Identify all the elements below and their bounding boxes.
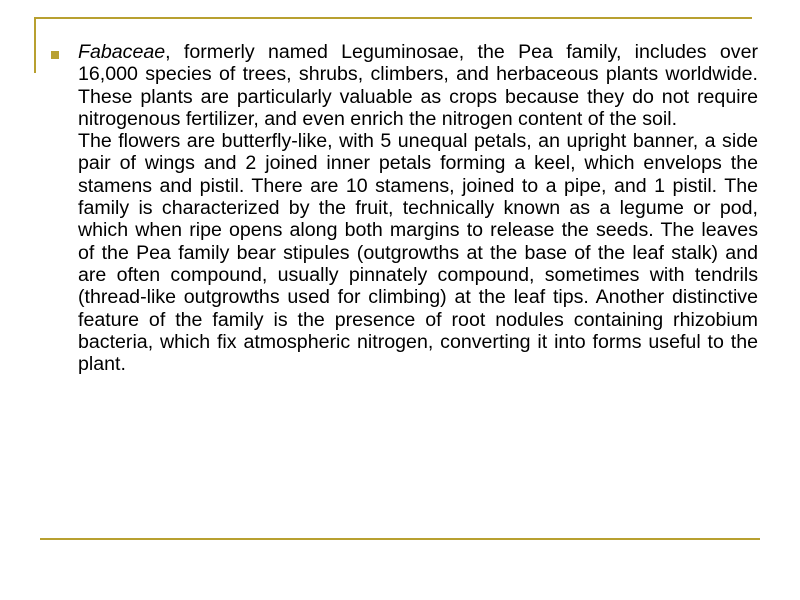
slide-body-text (78, 41, 758, 375)
bottom-divider (40, 538, 760, 540)
family-name-italic: Fabaceae (78, 41, 166, 63)
paragraph-description: The flowers are butterfly-like, with 5 unequal petals, an upright banner, a side pair of wings and 2 joined inner petals forming a keel, which envelops the stamens and pistil. There are 10 stamens, joined to a pipe, and 1 pistil. The family is characterized by the fruit, technically known as a legume or pod, which when ripe opens along both margins to release the seeds. The leaves of the Pea family bear stipules (outgrowths at the base of the leaf stalk) and are often compound, usually pinnately compound, sometimes with tendrils (thread-like outgrowths used for climbing) at the leaf tips. Another distinctive feature of the family is the presence of root nodules containing rhizobium bacteria, which fix atmospheric nitrogen, converting it into forms useful to the plant. (78, 130, 758, 376)
left-divider (34, 17, 36, 73)
paragraph-intro (78, 41, 758, 130)
top-divider (36, 17, 752, 19)
paragraph-intro-text: , formerly named Leguminosae, the Pea family, includes over 16,000 species of trees, shrubs, climbers, and herbaceous plants worldwide. These plants are particularly valuable as crops because they do not require nitrogenous fertilizer, and even enrich the nitrogen content of the soil. (78, 41, 758, 130)
bullet-square-icon (51, 51, 59, 59)
